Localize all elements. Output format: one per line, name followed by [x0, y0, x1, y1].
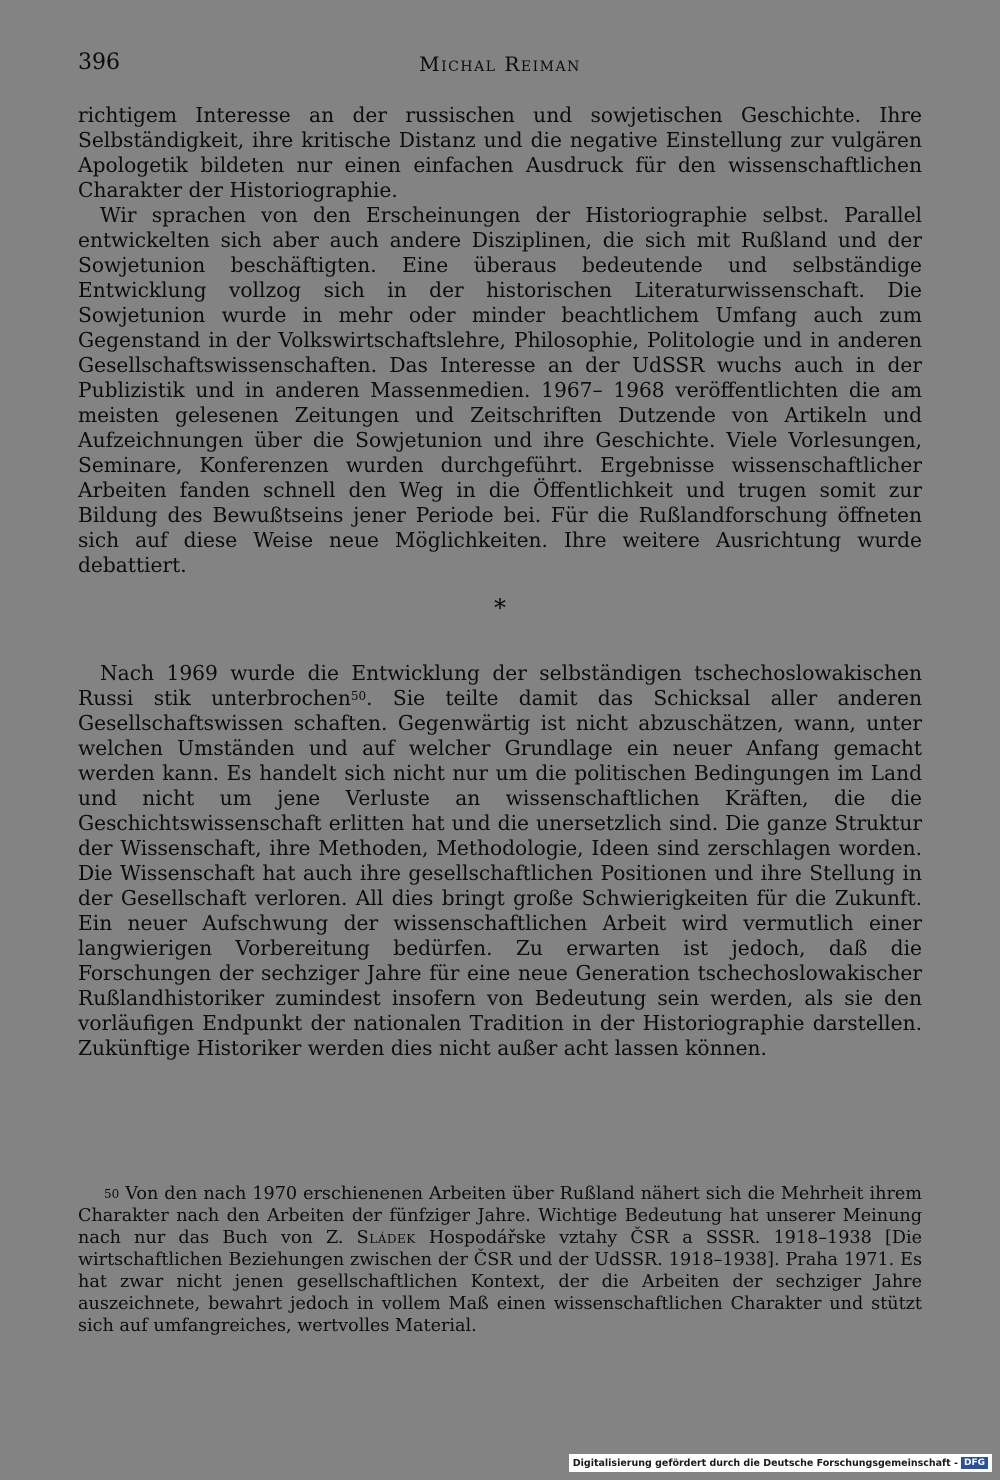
paragraph-3 — [78, 661, 922, 1061]
page-number: 396 — [78, 50, 120, 75]
paragraph-3-line-2-end: . Sie teilte damit das Schicksal aller anderen Gesellschaftswissen — [78, 686, 923, 735]
paragraph-2: Wir sprachen von den Erscheinungen der Historiographie selbst. Parallel entwickelten sich aber auch andere Disziplinen, die sich mit Rußland und der Sowjetunion beschäftigten. Eine überaus bedeutende und selbständige Entwicklung vollzog sich in der historischen Literaturwissenschaft. Die Sowjetunion wurde in mehr oder minder beachtlichem Umfang auch zum Gegenstand in der Volkswirtschaftslehre, Philosophie, Politologie und in anderen Gesellschaftswissenschaften. Das Interesse an der UdSSR wuchs auch in der Publizistik und in anderen Massenmedien. 1967– 1968 veröffentlichten die am meisten gelesenen Zeitungen und Zeitschriften Dutzende von Artikeln und Aufzeichnungen über die Sowjetunion und ihre Geschichte. Viele Vorlesungen, Seminare, Konferenzen wurden durchgeführt. Ergebnisse wissenschaftlicher Arbeiten fanden schnell den Weg in die Öffentlichkeit und trugen somit zur Bildung des Bewußtseins jener Periode bei. Für die Rußlandforschung öffneten sich auf diese Weise neue Möglichkeiten. Ihre weitere Ausrichtung wurde debattiert. — [78, 203, 922, 577]
running-head: Michal Reiman — [419, 52, 581, 76]
footnote-mark: 50 — [104, 1187, 120, 1201]
footnote-text-a: Von den nach 1970 erschienenen Arbeiten über Rußland nähert sich die Mehrheit ihrem Charakter nach den Arbeiten der fünfziger Jahre. Wichtige Bedeutung hat unserer Meinung nach nur das Buch von Z. — [78, 1184, 922, 1248]
footnote-text-b: Hospodářske vztahy ČSR a SSSR. 1918–1938 [Die wirtschaftlichen Beziehungen zwischen der ČSR und der UdSSR. 1918–1938]. Praha 1971. Es hat zwar nicht jenen gesellschaftlichen Kontext, der die Arbeiten der sechziger Jahre auszeichnete, bewahrt jedoch in vollem Maß einen wissenschaftlichen Charakter und stützt sich auf umfangreiches, wertvolles Material. — [78, 1228, 922, 1336]
footnote-50 — [78, 1183, 922, 1337]
paragraph-3-line-1: Nach 1969 wurde die Entwicklung der selbständigen tschechoslowakischen Russi — [78, 661, 922, 710]
dfg-logo-icon: DFG — [961, 1457, 988, 1469]
section-separator: * — [494, 594, 506, 622]
dfg-banner-text: Digitalisierung gefördert durch die Deutsche Forschungsgemeinschaft - — [572, 1457, 958, 1469]
page-header — [78, 50, 922, 80]
paragraph-3-rest: schaften. Gegenwärtig ist nicht abzuschätzen, wann, unter welchen Umständen und auf welcher Grundlage ein neuer Anfang gemacht werden kann. Es handelt sich nicht nur um die politischen Bedingungen im Land und nicht um jene Verluste an wissenschaftlichen Kräften, die die Geschichtswissenschaft erlitten hat und die unersetzlich sind. Die ganze Struktur der Wissenschaft, ihre Methoden, Methodologie, Ideen sind zerschlagen worden. Die Wissenschaft hat auch ihre gesellschaftlichen Positionen und ihre Stellung in der Gesellschaft verloren. All dies bringt große Schwierigkeiten für die Zukunft. Ein neuer Aufschwung der wissenschaftlichen Arbeit wird vermutlich einer langwierigen Vorbereitung bedürfen. Zu erwarten ist jedoch, daß die Forschungen der sechziger Jahre für eine neue Generation tschechoslowakischer Rußlandhistoriker zumindest insofern von Bedeutung sein werden, als sie den vorläufigen Endpunkt der nationalen Tradition in der Historiographie darstellen. Zukünftige Historiker werden dies nicht außer acht lassen können. — [78, 711, 922, 1060]
paragraph-1: richtigem Interesse an der russischen und sowjetischen Geschichte. Ihre Selbständigkeit, ihre kritische Distanz und die negative Einstellung zur vulgären Apologetik bildeten nur einen einfachen Ausdruck für den wissenschaftlichen Charakter der Historiographie. — [78, 103, 922, 202]
footnote-author: Sládek — [356, 1228, 416, 1248]
body-section-top — [78, 103, 922, 578]
footnote-reference-50[interactable]: 50 — [350, 689, 367, 703]
paragraph-3-line-2-start: stik unterbrochen — [153, 686, 351, 710]
dfg-banner — [569, 1454, 992, 1472]
body-section-bottom — [78, 661, 922, 1061]
